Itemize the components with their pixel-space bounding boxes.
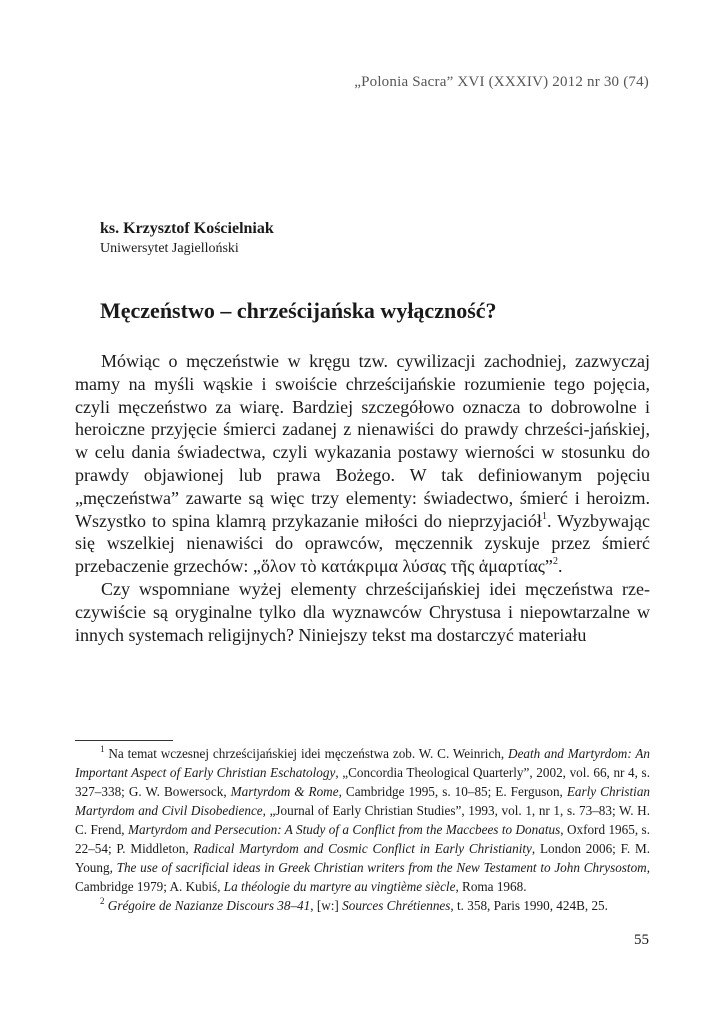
footnote-1-text: , London 2006; F. M. Young, bbox=[75, 841, 650, 875]
footnote-1-mark: 1 bbox=[100, 743, 105, 754]
footnote-1 bbox=[75, 744, 650, 896]
paragraph-1-text-b: . Wyzbywając się wszelkiej nienawiści do oprawców, męczennik zyskuje przez śmierć przebaczenie grzechów: „ὅλον τὸ κατάκριμα λύσας τῆς ἁμαρτίας” bbox=[75, 510, 650, 577]
footnote-ref-1[interactable]: 1 bbox=[541, 510, 547, 522]
footnote-1-title: Radical Martyrdom and Cosmic Conflict in Early Christianity bbox=[193, 841, 532, 856]
footnote-2-text: , t. 358, Paris 1990, 424B, 25. bbox=[450, 898, 608, 913]
article-title: Męczeństwo – chrześcijańska wyłączność? bbox=[100, 298, 497, 323]
footnote-1-title: Martyrdom & Rome bbox=[230, 784, 339, 799]
paragraph-2: Czy wspomniane wyżej elementy chrześcijańskiej idei męczeństwa rze-czywiście są oryginalne tylko dla wyznawców Chrystusa i niepowtarzalne w innych systemach religijnych? Niniejszy tekst ma dostarczyć materiału bbox=[75, 578, 650, 645]
footnote-1-text: , „Journal of Early Christian Studies”, 1993, vol. 1, nr 1, s. 73–83; W. H. C. Frend, bbox=[75, 803, 650, 837]
footnote-1-title: Early Christian Martyrdom and Civil Disobedience bbox=[75, 784, 651, 818]
paragraph-1-text-a: Mówiąc o męczeństwie w kręgu tzw. cywilizacji zachodniej, zazwyczaj mamy na myśli wąskie i swoiście chrześcijańskie rozumienie tego pojęcia, czyli męczeństwo za wiarę. Bardziej szczegółowo oznacza to dobrowolne i heroiczne przyjęcie śmierci zadanej z nienawiści do prawdy chrześci-jańskiej, w celu dania świadectwa, czyli wykazania postawy wierności w stosunku do prawdy objawionej lub prawa Bożego. W tak definiowanym pojęciu „męczeństwa” zawarte są więc trzy elementy: świadectwo, śmierć i heroizm. Wszystko to spina klamrą przykazanie miłości do nieprzyjaciół bbox=[75, 351, 650, 531]
footnote-1-text: , Oxford 1965, s. 22–54; P. Middleton, bbox=[75, 822, 650, 856]
footnote-separator bbox=[75, 740, 173, 741]
author-block bbox=[100, 220, 274, 257]
page-number: 55 bbox=[634, 932, 649, 948]
footnote-2-text: , [w:] bbox=[310, 898, 343, 913]
footnote-1-text: , Cambridge 1995, s. 10–85; E. Ferguson, bbox=[338, 784, 567, 799]
footnotes bbox=[75, 744, 650, 915]
paragraph-1 bbox=[75, 350, 650, 578]
footnote-1-title: Death and Martyrdom: An Important Aspect of Early Christian Eschatology bbox=[75, 746, 650, 780]
footnote-1-text: , „Concordia Theological Quarterly”, 2002, vol. 66, nr 4, s. 327–338; G. W. Bowersock, bbox=[75, 765, 650, 799]
author-name: ks. Krzysztof Kościelniak bbox=[100, 220, 274, 237]
footnote-1-text: Na temat wczesnej chrześcijańskiej idei męczeństwa zob. W. C. Weinrich, bbox=[104, 746, 509, 761]
footnote-1-text: , Roma 1968. bbox=[455, 879, 527, 894]
article-body bbox=[75, 350, 650, 646]
footnote-2-title: Sources Chrétiennes bbox=[342, 898, 451, 913]
footnote-ref-2[interactable]: 2 bbox=[552, 556, 558, 568]
journal-reference: „Polonia Sacra” XVI (XXXIV) 2012 nr 30 (74) bbox=[354, 74, 649, 90]
footnote-2 bbox=[75, 896, 650, 915]
paragraph-1-text-c: . bbox=[557, 556, 563, 577]
footnote-2-title: Grégoire de Nazianze Discours 38–41 bbox=[107, 898, 311, 913]
footnote-1-title: La théologie du martyre au vingtième siècle bbox=[223, 879, 456, 894]
footnote-1-title: Martyrdom and Persecution: A Study of a Conflict from the Maccbees to Donatus bbox=[128, 822, 561, 837]
footnote-1-text: , Cambridge 1979; A. Kubiś, bbox=[75, 860, 651, 894]
footnote-1-title: The use of sacrificial ideas in Greek Christian writers from the New Testament to John Chrysostom bbox=[116, 860, 647, 875]
footnote-2-mark: 2 bbox=[100, 895, 105, 906]
author-affiliation: Uniwersytet Jagielloński bbox=[100, 241, 239, 256]
